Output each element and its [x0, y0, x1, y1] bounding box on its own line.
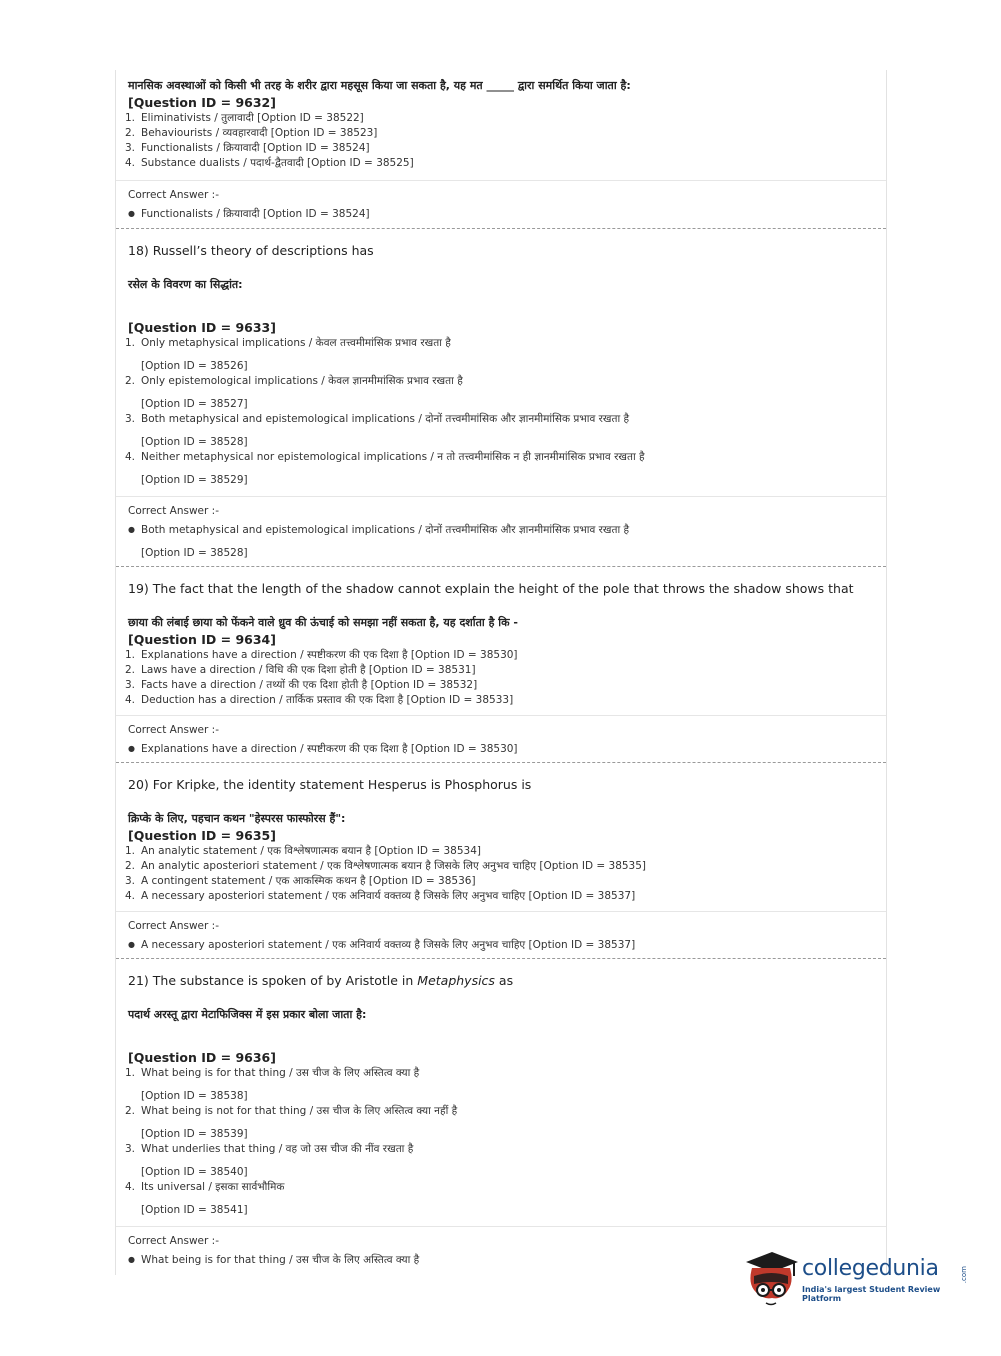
question-hindi-text: पदार्थ अरस्तू द्वारा मेटाफिजिक्स में इस प्रकार बोला जाता है: [128, 1008, 367, 1021]
bullet-icon: ● [128, 525, 135, 534]
question-18-block [116, 229, 886, 488]
correct-answer-option-id: [Option ID = 38528] [141, 547, 248, 559]
bullet-icon: ● [128, 209, 135, 218]
option-item: 4. Deduction has a direction / तार्किक प्रस्ताव की एक दिशा है [Option ID = 38533] [125, 694, 514, 706]
bullet-icon: ● [128, 940, 135, 949]
option-item: 2. Laws have a direction / विधि की एक दिशा होती है [Option ID = 38531] [125, 664, 476, 676]
question-id: [Question ID = 9636] [128, 1050, 276, 1065]
question-title: 20) For Kripke, the identity statement Hesperus is Phosphorus is [128, 777, 532, 792]
question-title: 18) Russell’s theory of descriptions has [128, 243, 374, 258]
correct-answer-item: ● Functionalists / क्रियावादी [Option ID = 38524] [128, 208, 370, 220]
option-item: 4. Neither metaphysical nor epistemological implications / न तो तत्त्वमीमांसिक न ही ज्ञानमीमांसिक प्रभाव रखता है [Option ID = 38529] [125, 451, 645, 486]
question-title: 21) The substance is spoken of by Aristotle in Metaphysics as [128, 973, 514, 988]
option-item: 1. What being is for that thing / उस चीज के लिए अस्तित्व क्या है [Option ID = 38538] [125, 1067, 420, 1102]
option-item: 3. What underlies that thing / वह जो उस चीज की नींव रखता है [Option ID = 38540] [125, 1143, 414, 1178]
correct-answer-label: Correct Answer :- [128, 920, 219, 932]
question-id: [Question ID = 9632] [128, 95, 276, 110]
question-hindi-text: रसेल के विवरण का सिद्धांत: [128, 278, 243, 291]
question-19-block [116, 567, 886, 708]
mascot-icon [742, 1250, 800, 1312]
question-hindi-text: क्रिप्के के लिए, पहचान कथन "हेस्परस फास्फोरस हैं": [128, 812, 346, 825]
option-item: 2. What being is not for that thing / उस चीज के लिए अस्तित्व क्या नहीं है [Option ID = 38539] [125, 1105, 458, 1140]
correct-answer-label: Correct Answer :- [128, 724, 219, 736]
correct-answer-item: ● Explanations have a direction / स्पष्टीकरण की एक दिशा है [Option ID = 38530] [128, 743, 518, 755]
question-hindi-text: मानसिक अवस्थाओं को किसी भी तरह के शरीर द्वारा महसूस किया जा सकता है, यह मत _____ द्वारा समर्थित किया जाता है: [128, 79, 631, 92]
options-list [125, 336, 886, 488]
question-20-block [116, 763, 886, 904]
option-item: 4. Its universal / इसका सार्वभौमिक [Option ID = 38541] [125, 1181, 285, 1216]
option-item: 2. An analytic aposteriori statement / एक विश्लेषणात्मक बयान है जिसके लिए अनुभव चाहिए [Option ID = 38535] [125, 860, 647, 872]
question-id: [Question ID = 9634] [128, 632, 276, 647]
question-title: 19) The fact that the length of the shadow cannot explain the height of the pole that throws the shadow shows that [128, 581, 854, 596]
option-item: 3. Functionalists / क्रियावादी [Option ID = 38524] [125, 142, 370, 154]
bullet-icon: ● [128, 744, 135, 753]
question-21-block [116, 959, 886, 1218]
option-item: 2. Only epistemological implications / केवल ज्ञानमीमांसिक प्रभाव रखता है [Option ID = 38527] [125, 375, 463, 410]
correct-answer-label: Correct Answer :- [128, 1235, 219, 1247]
correct-answer-item: ● Both metaphysical and epistemological implications / दोनों तत्त्वमीमांसिक और ज्ञानमीमांसिक प्रभाव रखता है [128, 524, 630, 536]
question-id: [Question ID = 9633] [128, 320, 276, 335]
option-item: 3. Facts have a direction / तथ्यों की एक दिशा होती है [Option ID = 38532] [125, 679, 478, 691]
option-item: 3. Both metaphysical and epistemological implications / दोनों तत्त्वमीमांसिक और ज्ञानमीमांसिक प्रभाव रखता है [Option ID = 38528] [125, 413, 630, 448]
document-page [115, 70, 887, 1275]
question-17-block [116, 70, 886, 171]
question-id: [Question ID = 9635] [128, 828, 276, 843]
option-item: 1. An analytic statement / एक विश्लेषणात्मक बयान है [Option ID = 38534] [125, 845, 481, 857]
option-item: 1. Eliminativists / तुलावादी [Option ID = 38522] [125, 112, 364, 124]
correct-answer-item: ● A necessary aposteriori statement / एक अनिवार्य वक्तव्य है जिसके लिए अनुभव चाहिए [Option ID = 38537] [128, 939, 636, 951]
correct-answer-block [116, 912, 886, 953]
options-list [125, 844, 886, 904]
options-list [125, 111, 886, 171]
correct-answer-label: Correct Answer :- [128, 505, 219, 517]
logo-wordmark: collegedunia [802, 1256, 939, 1281]
correct-answer-block [116, 181, 886, 222]
option-item: 1. Explanations have a direction / स्पष्टीकरण की एक दिशा है [Option ID = 38530] [125, 649, 518, 661]
option-item: 4. Substance dualists / पदार्थ-द्वैतवादी [Option ID = 38525] [125, 157, 414, 169]
correct-answer-block [116, 716, 886, 757]
options-list [125, 1066, 886, 1218]
option-item: 4. A necessary aposteriori statement / एक अनिवार्य वक्तव्य है जिसके लिए अनुभव चाहिए [Option ID = 38537] [125, 890, 636, 902]
logo-tagline: India's largest Student Review Platform [802, 1285, 941, 1303]
option-item: 2. Behaviourists / व्यवहारवादी [Option ID = 38523] [125, 127, 378, 139]
collegedunia-logo[interactable] [742, 1250, 972, 1312]
option-item: 3. A contingent statement / एक आकस्मिक कथन है [Option ID = 38536] [125, 875, 476, 887]
correct-answer-item: ● What being is for that thing / उस चीज के लिए अस्तित्व क्या है [128, 1254, 420, 1266]
options-list [125, 648, 886, 708]
bullet-icon: ● [128, 1255, 135, 1264]
question-hindi-text: छाया की लंबाई छाया को फेंकने वाले ध्रुव की ऊंचाई को समझा नहीं सकता है, यह दर्शाता है कि - [128, 616, 518, 629]
correct-answer-label: Correct Answer :- [128, 189, 219, 201]
correct-answer-block [116, 497, 886, 561]
option-item: 1. Only metaphysical implications / केवल तत्त्वमीमांसिक प्रभाव रखता है [Option ID = 38526] [125, 337, 451, 372]
logo-dotcom: .com [960, 1266, 968, 1284]
